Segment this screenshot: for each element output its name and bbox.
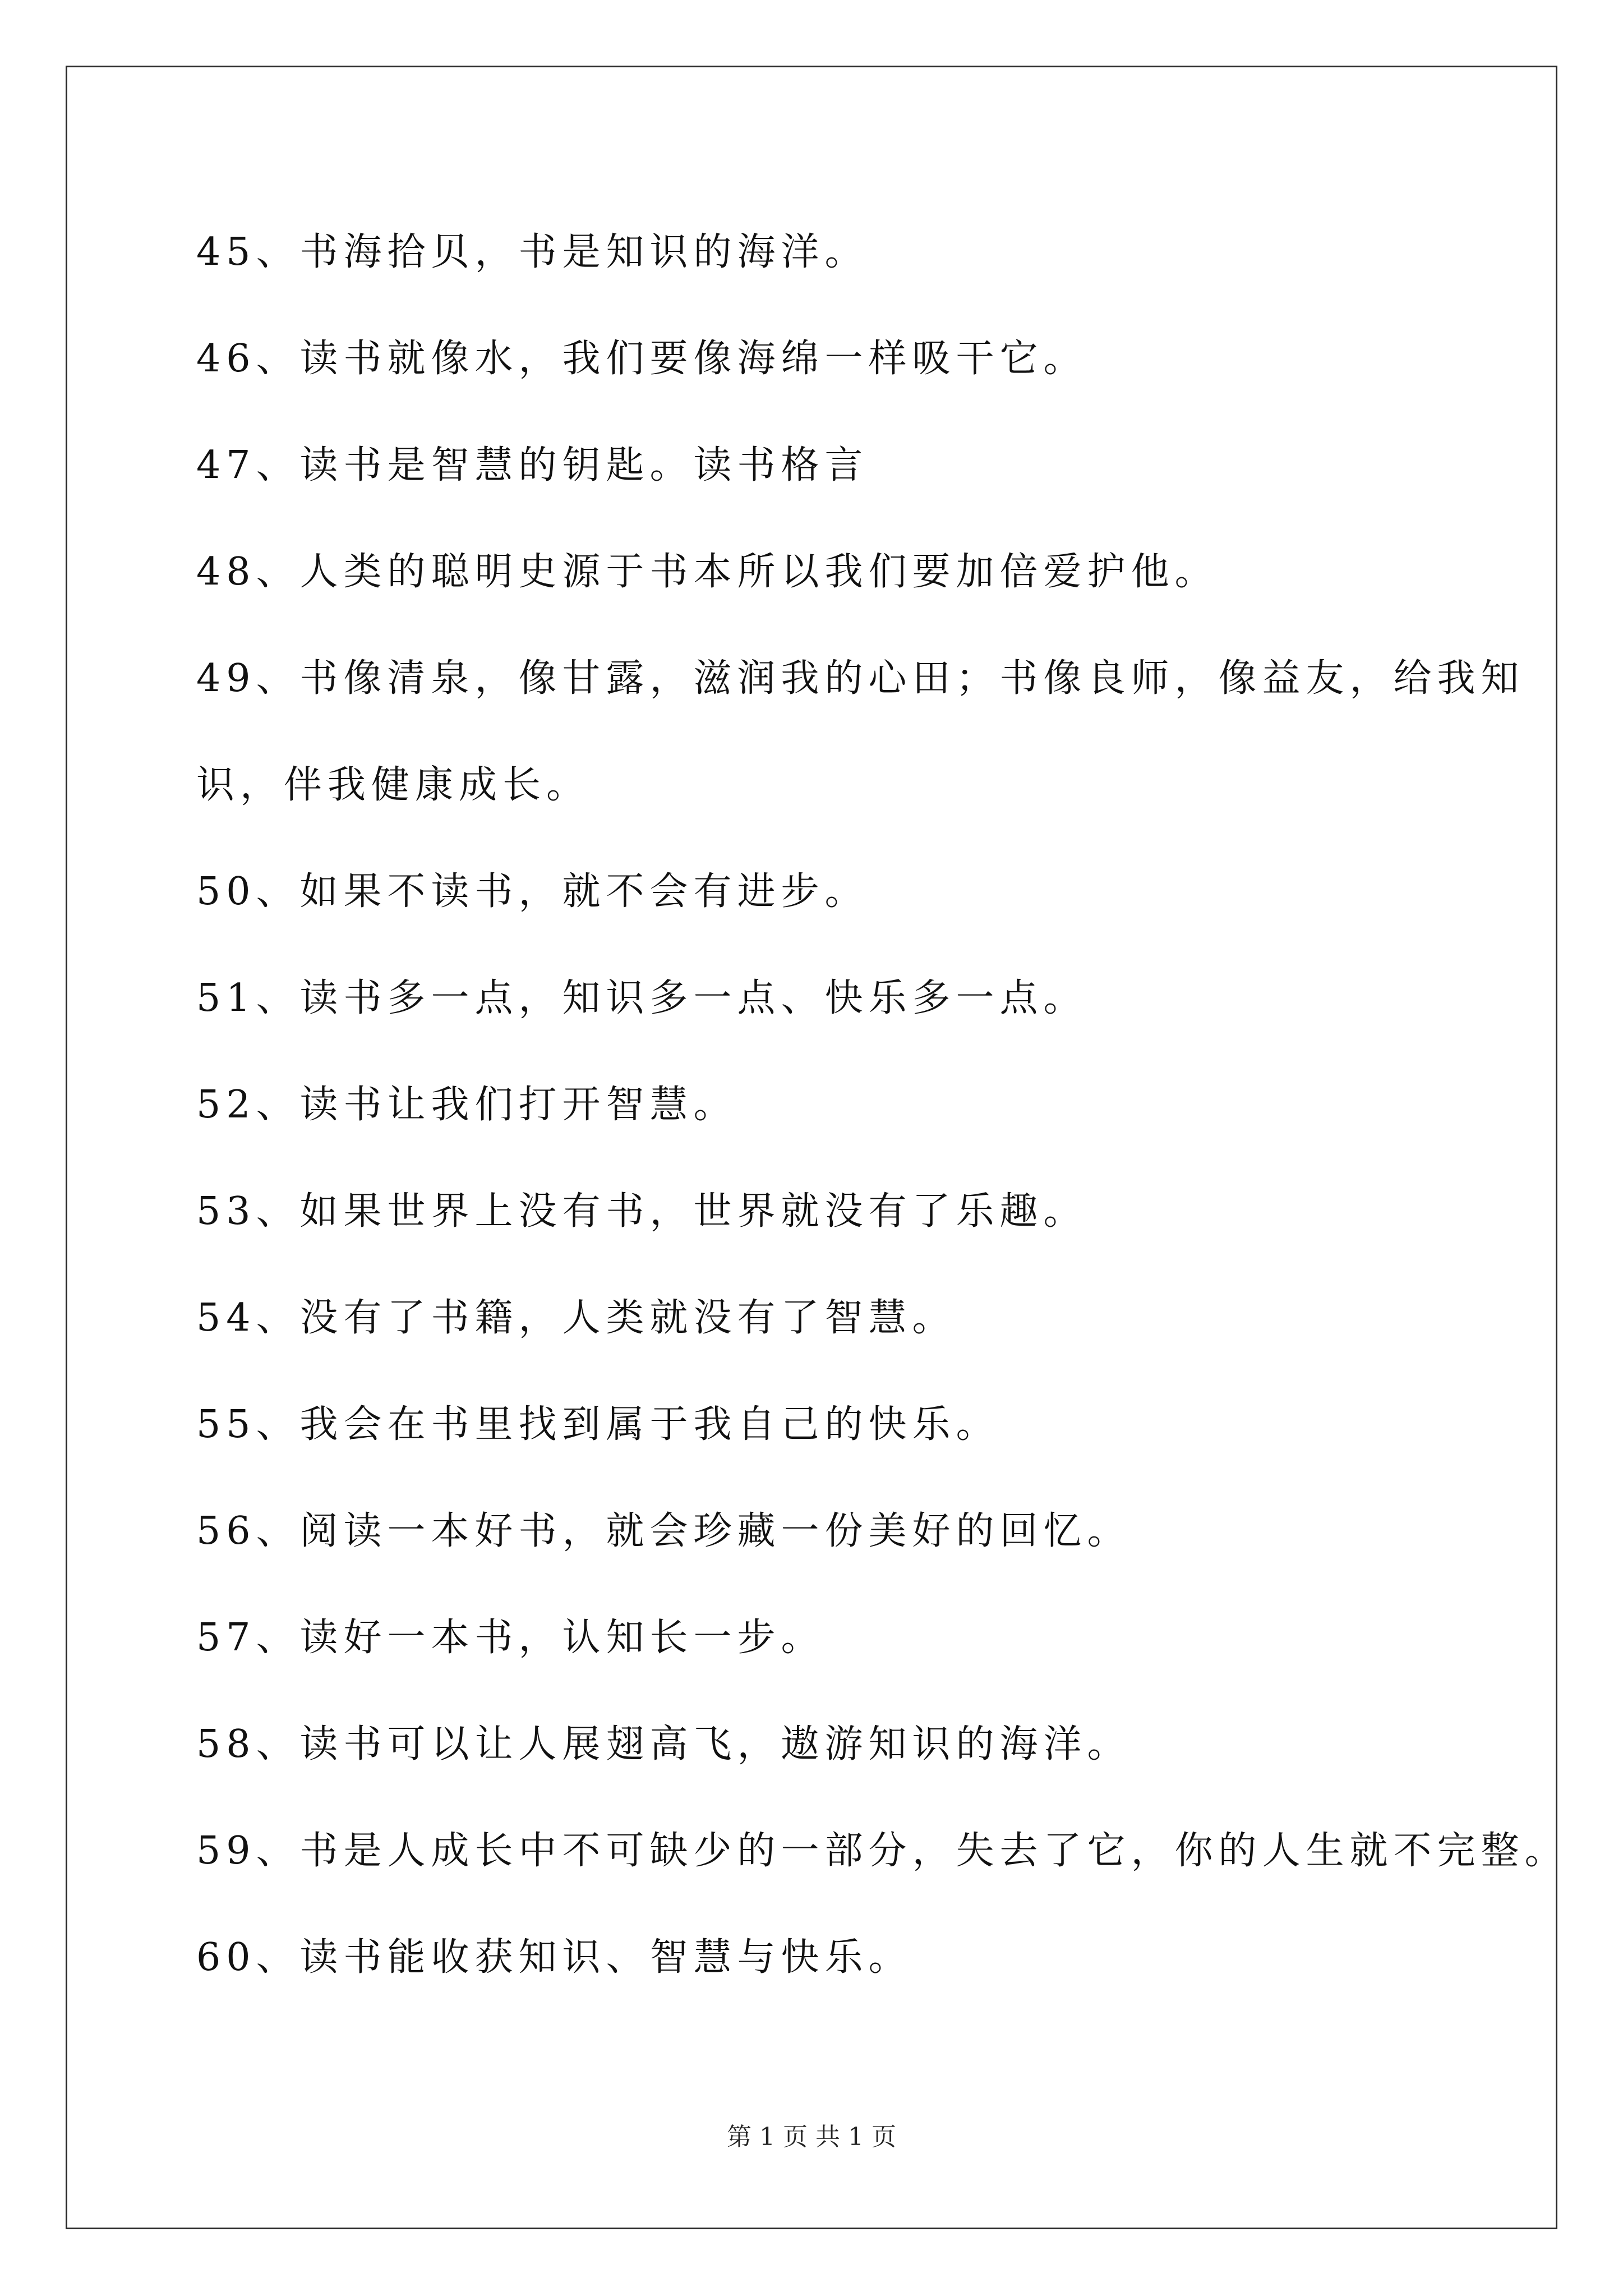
text-line: 60、读书能收获知识、智慧与快乐。 bbox=[196, 1935, 912, 1980]
text-line: 52、读书让我们打开智慧。 bbox=[196, 1083, 737, 1127]
text-line: 51、读书多一点，知识多一点、快乐多一点。 bbox=[196, 976, 1087, 1020]
text-line: 45、书海拾贝，书是知识的海洋。 bbox=[196, 230, 869, 274]
text-line: 47、读书是智慧的钥匙。读书格言 bbox=[196, 443, 869, 487]
text-line: 48、人类的聪明史源于书本所以我们要加倍爱护他。 bbox=[196, 550, 1219, 594]
text-line: 识，伴我健康成长。 bbox=[196, 763, 591, 807]
page-footer: 第 1 页 共 1 页 bbox=[727, 2123, 896, 2151]
text-line: 55、我会在书里找到属于我自己的快乐。 bbox=[196, 1402, 1000, 1447]
text-line: 49、书像清泉，像甘露，滋润我的心田；书像良师，像益友，给我知 bbox=[196, 656, 1525, 701]
text-line: 59、书是人成长中不可缺少的一部分，失去了它，你的人生就不完整。 bbox=[196, 1829, 1569, 1873]
text-line: 53、如果世界上没有书，世界就没有了乐趣。 bbox=[196, 1189, 1087, 1234]
text-line: 46、读书就像水，我们要像海绵一样吸干它。 bbox=[196, 337, 1087, 381]
text-line: 54、没有了书籍，人类就没有了智慧。 bbox=[196, 1296, 956, 1340]
text-line: 50、如果不读书，就不会有进步。 bbox=[196, 869, 869, 914]
text-line: 56、阅读一本好书，就会珍藏一份美好的回忆。 bbox=[196, 1509, 1131, 1553]
text-line: 57、读好一本书，认知长一步。 bbox=[196, 1616, 825, 1660]
text-line: 58、读书可以让人展翅高飞，遨游知识的海洋。 bbox=[196, 1722, 1131, 1766]
